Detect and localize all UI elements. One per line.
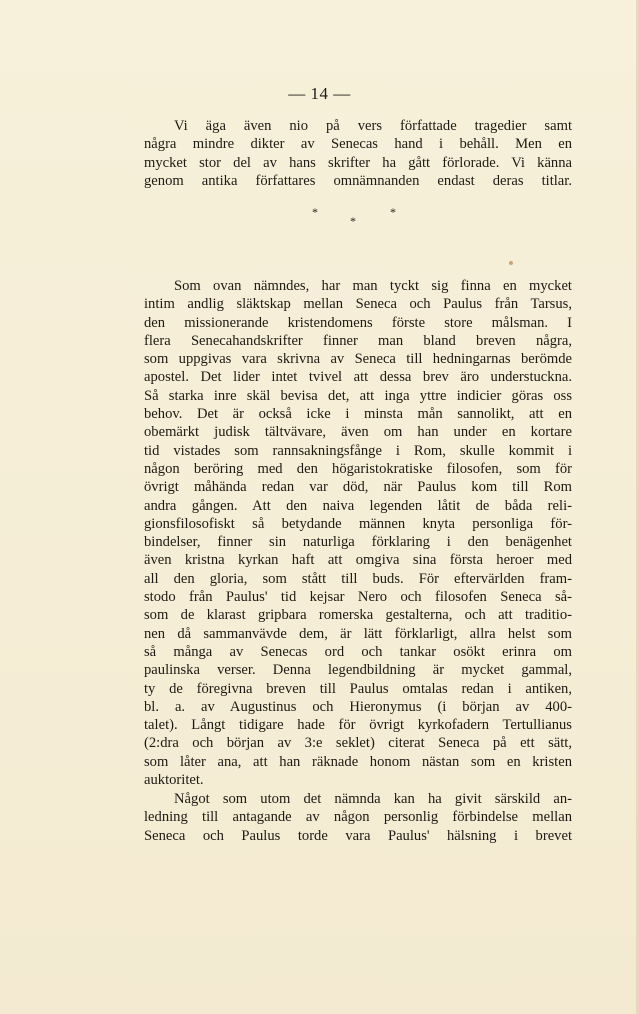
text-line: som låter ana, att han räknade honom nästan som en kristen xyxy=(144,753,572,770)
asterism-star: * xyxy=(390,205,396,219)
text-line: ty de föregivna breven till Paulus omtalas redan i antiken, xyxy=(144,680,572,697)
section-break-asterism xyxy=(300,200,410,230)
text-line: gionsfilosofiskt så betydande männen knyta personliga för- xyxy=(144,515,572,532)
text-line: som uppgivas vara skrivna av Seneca till hedningarnas berömde xyxy=(144,351,572,368)
text-line: bl. a. av Augustinus och Hieronymus (i början av 400- xyxy=(144,698,572,715)
text-line: genom antika författares omnämnanden endast deras titlar. xyxy=(144,172,572,189)
text-line: bindelser, finner sin naturliga förklaring i den benägenhet xyxy=(144,534,572,551)
paragraph-3 xyxy=(144,790,572,845)
text-line: den missionerande kristendomens förste store målsman. I xyxy=(144,314,572,331)
asterism-star: * xyxy=(312,205,318,219)
text-line: paulinska verser. Denna legendbildning är mycket gammal, xyxy=(144,662,572,679)
text-line: Som ovan nämndes, har man tyckt sig finna en mycket xyxy=(174,278,572,294)
text-line: andra gången. Att den naiva legenden låtit de båda reli- xyxy=(144,497,572,514)
text-line: nen då sammanvävde dem, är lätt förklarligt, allra helst som xyxy=(144,625,572,642)
text-line: så många av Senecas ord och tankar osökt erinra om xyxy=(144,643,572,660)
text-line: stodo från Paulus' tid kejsar Nero och filosofen Seneca så- xyxy=(144,589,572,606)
text-line: apostel. Det lider intet tvivel att dessa brev äro understuckna. xyxy=(144,369,572,386)
paper-speck xyxy=(509,261,513,265)
text-line: auktoritet. xyxy=(144,772,204,789)
text-line: även kristna kyrkan haft att omgiva sina första heroer med xyxy=(144,552,572,569)
text-line: all den gloria, som stått till buds. För eftervärlden fram- xyxy=(144,570,572,587)
text-line: övrigt måhända redan var död, när Paulus kom till Rom xyxy=(144,479,572,496)
text-line: Seneca och Paulus torde vara Paulus' hälsning i brevet xyxy=(144,827,572,844)
text-line: Något som utom det nämnda kan ha givit särskild an- xyxy=(174,791,572,807)
text-line: Vi äga även nio på vers författade tragedier samt xyxy=(174,118,572,134)
text-line: talet). Långt tidigare hade för övrigt kyrkofadern Tertullianus xyxy=(144,717,572,734)
text-line: ledning till antagande av någon personlig förbindelse mellan xyxy=(144,809,572,826)
text-line: flera Senecahandskrifter finner man bland breven några, xyxy=(144,332,572,349)
text-line: intim andlig släktskap mellan Seneca och Paulus från Tarsus, xyxy=(144,296,572,313)
text-line: några mindre dikter av Senecas hand i behåll. Men en xyxy=(144,136,572,153)
page-number: — 14 — xyxy=(288,84,351,103)
text-line: Så starka inre skäl bevisa det, att inga yttre indicier göras oss xyxy=(144,387,572,404)
asterism-star: * xyxy=(350,214,356,228)
text-line: tid vistades som rannsakningsfånge i Rom, skulle kommit i xyxy=(144,442,572,459)
text-line: som de klarast gripbara romerska gestalterna, och att traditio- xyxy=(144,607,572,624)
text-line: obemärkt judisk tältvävare, även om han under en kortare xyxy=(144,424,572,441)
text-line: (2:dra och början av 3:e seklet) citerat Seneca på ett sätt, xyxy=(144,735,572,752)
text-line: mycket stor del av hans skrifter ha gått förlorade. Vi känna xyxy=(144,154,572,171)
text-line: någon beröring med den högaristokratiske filosofen, som för xyxy=(144,460,572,477)
text-line: behov. Det är också icke i minsta mån sannolikt, att en xyxy=(144,406,572,423)
paragraph-2 xyxy=(144,277,572,789)
paragraph-1 xyxy=(144,117,572,190)
